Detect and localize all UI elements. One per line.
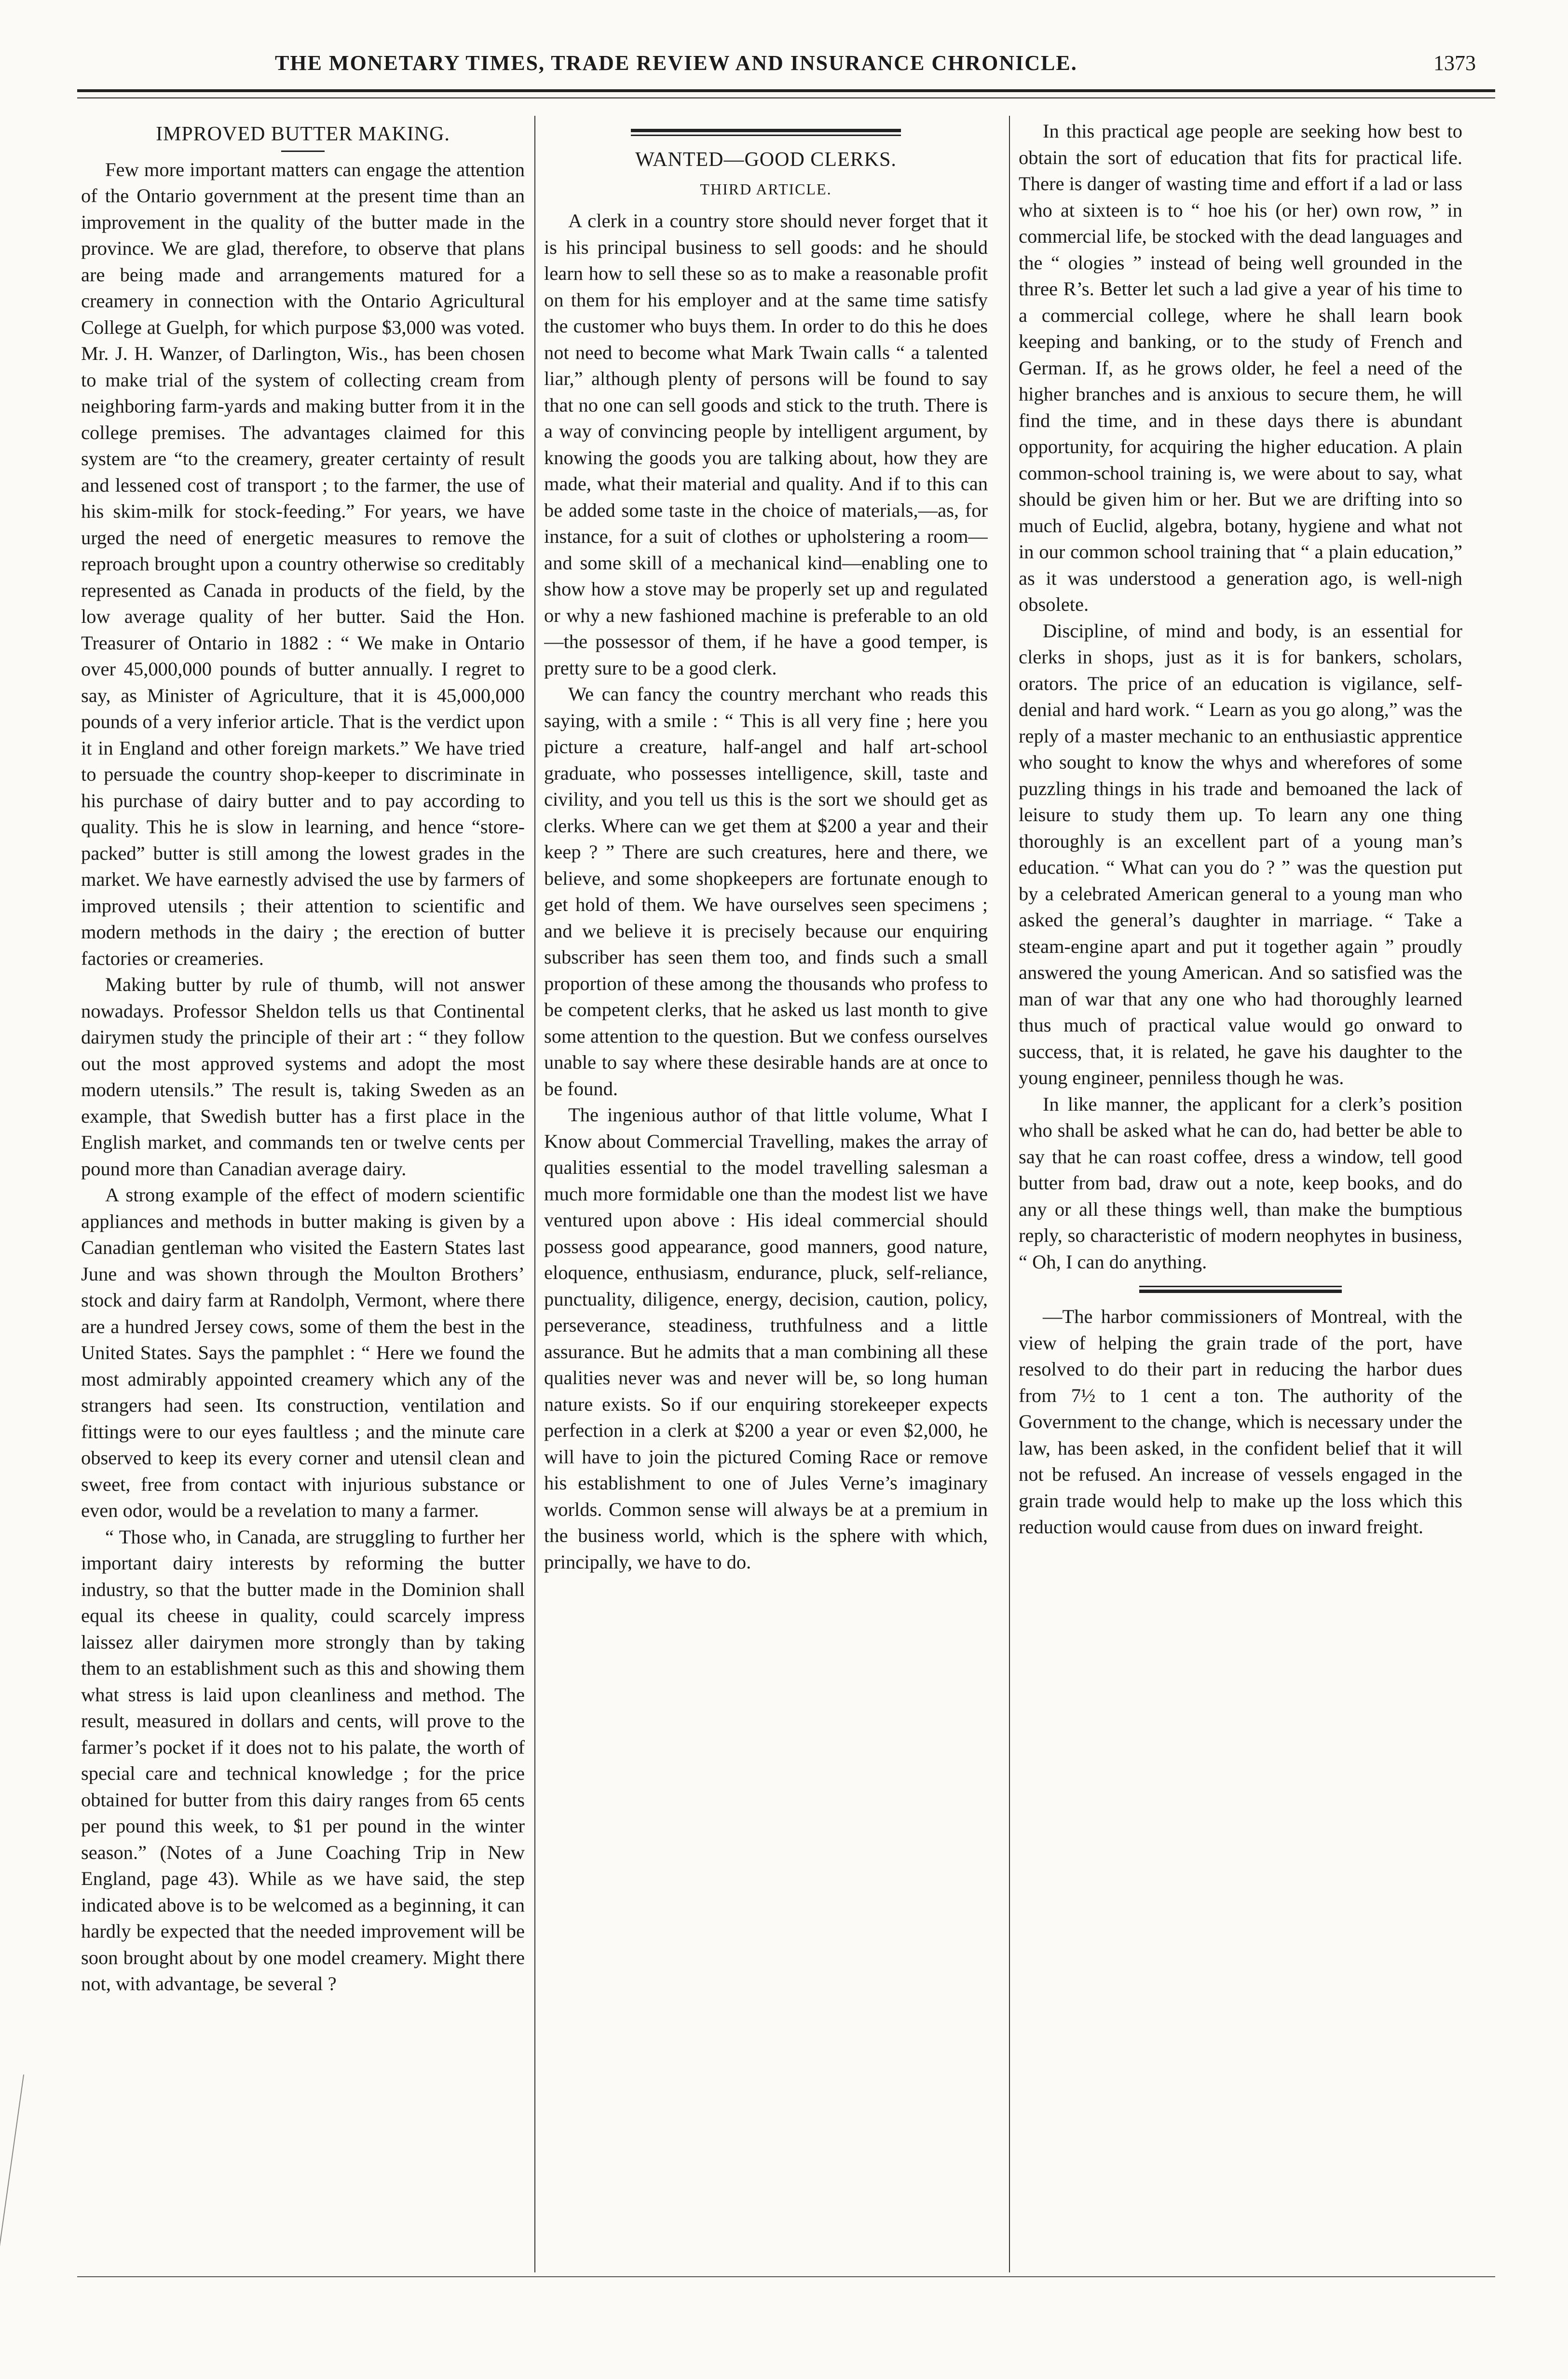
column-divider — [534, 116, 535, 2272]
column-divider — [1009, 116, 1010, 2272]
page-number: 1373 — [1433, 51, 1476, 75]
article-paragraph: In like manner, the applicant for a clerk’s position who shall be asked what he can do, had better be able to say that he can roast coffee, dress a window, tell good butter from bad, draw out a note, keep books, and do any or all these things well, than make the bumptious reply, so characteristic of modern neophytes in business, “ Oh, I can do anything. — [1019, 1093, 1462, 1273]
article-paragraph: A strong example of the effect of modern scientific appliances and methods in butter making is given by a Canadian gentleman who visited the Eastern States last June and was shown through the Moulton Brothers’ stock and dairy farm at Randolph, Vermont, where there are a hundred Jersey cows, some of them the best in the United States. Says the pamphlet : “ Here we found the most admirably appointed creamery which any of the strangers had seen. Its construction, ventilation and fittings were to our eyes faultless ; and the minute care observed to keep its every corner and utensil clean and sweet, free from contact with injurious substance or even odor, would be a revelation to many a farmer. — [81, 1184, 525, 1521]
publication-title: THE MONETARY TIMES, TRADE REVIEW AND INSURANCE CHRONICLE. — [275, 51, 1077, 75]
article-paragraph: In this practical age people are seeking how best to obtain the sort of education that fits for practical life. There is danger of wasting time and effort if a lad or lass who at sixteen is to “ hoe his (or her) own row, ” in commercial life, be stocked with the dead languages and the “ ologies ” instead of being well grounded in the three R’s. Better let such a lad give a year of his time to a commercial college, where he shall learn book keeping and banking, or to the study of French and German. If, as he grows older, he feel a need of the higher branches and is anxious to secure them, he will find the time, and in these days there is abundant opportunity, for acquiring the higher education. A plain common-school training is, we were about to say, what should be given him or her. But we are drifting into so much of Euclid, algebra, botany, hygiene and what not in our common school training that “ a plain education,” as it was understood a generation ago, is well-nigh obsolete. — [1019, 120, 1462, 615]
article-paragraph: We can fancy the country merchant who reads this saying, with a smile : “ This is all very fine ; here you picture a creature, half-angel and half art-school graduate, who possesses intelligence, skill, taste and civility, and you tell us this is the sort we should get as clerks. Where can we get them at $200 a year and their keep ? ” There are such creatures, here and there, we believe, and some shopkeepers are fortunate enough to get hold of them. We have ourselves seen specimens ; and we believe it is precisely because our enquiring subscriber has seen them too, and finds such a small proportion of these among the thousands who profess to be competent clerks, that he asked us last month to give some attention to the question. But we confess ourselves unable to say where these desirable hands are at once to be found. — [544, 683, 988, 1100]
article-paragraph: Discipline, of mind and body, is an essential for clerks in shops, just as it is for bankers, scholars, orators. The price of an education is vigilance, self-denial and hard work. “ Learn as you go along,” was the reply of a master mechanic to an enthusiastic apprentice who sought to know the whys and wherefores of some puzzling things in his trade and bemoaned the lack of leisure to study them up. To learn any one thing thoroughly is an excellent part of a young man’s education. “ What can you do ? ” was the question put by a celebrated American general to a young man who asked the general’s daughter in marriage. “ Take a steam-engine apart and put it together again ” proudly answered the young American. And so satisfied was the man of war that any one who had thoroughly learned thus much of practical value would go onward to success, that, it is related, he gave his daughter to the young engineer, penniless though he was. — [1019, 619, 1462, 1088]
article-paragraph: —The harbor commissioners of Montreal, with the view of helping the grain trade of the port, have resolved to do their part in reducing the harbor dues from 7½ to 1 cent a ton. The authority of the Government to the change, which is necessary under the law, has been asked, in the confident belief that it will not be refused. An increase of vessels engaged in the grain trade would help to make up the loss which this reduction would cause from dues on inward freight. — [1019, 1306, 1462, 1538]
article-paragraph: “ Those who, in Canada, are struggling to further her important dairy interests by reforming the butter industry, so that the butter made in the Dominion shall equal its cheese in quality, could scarcely impress laissez aller dairymen more strongly than by taking them to an establishment such as this and showing them what stress is laid upon cleanliness and method. The result, measured in dollars and cents, will prove to the farmer’s pocket if it does not to his palate, the worth of special care and technical knowledge ; for the price obtained for butter from this dairy ranges from 65 cents per pound this week, to $1 per pound in the winter season.” (Notes of a June Coaching Trip in New England, page 43). While as we have said, the step indicated above is to be welcomed as a beginning, it can hardly be expected that the needed improvement will be soon brought about by one model creamery. Might there not, with advantage, be several ? — [81, 1526, 525, 1994]
article-paragraph: Making butter by rule of thumb, will not answer nowadays. Professor Sheldon tells us that Continental dairymen study the principle of their art : “ they follow out the most approved systems and adopt the most modern utensils.” The result is, taking Sweden as an example, that Swedish butter has a first place in the English market, and commands ten or twelve cents per pound more than Canadian average dairy. — [81, 974, 525, 1180]
article-subhead: THIRD ARTICLE. — [700, 180, 832, 198]
header-rule-thin — [77, 97, 1495, 98]
page-header — [72, 51, 1495, 80]
footer-rule — [77, 2276, 1495, 2277]
headline-dash — [281, 151, 325, 152]
header-rule-thick — [77, 89, 1495, 92]
article-headline: WANTED—GOOD CLERKS. — [635, 149, 897, 171]
section-separator — [631, 129, 901, 136]
article-headline: IMPROVED BUTTER MAKING. — [156, 123, 450, 145]
binding-edge-mark — [0, 2075, 53, 2268]
column-2 — [544, 118, 988, 2270]
article-paragraph: The ingenious author of that little volume, What I Know about Commercial Travelling, makes the array of qualities essential to the model travelling salesman a much more formidable one than the modest list we have ventured upon above : His ideal commercial should possess good appearance, good manners, good nature, eloquence, enthusiasm, endurance, pluck, self-reliance, punctuality, diligence, energy, decision, caution, policy, perseverance, steadiness, truthfulness and a little assurance. But he admits that a man combining all these qualities never was and never will be, so long human nature exists. So if our enquiring storekeeper expects perfection in a clerk at $200 a year or even $2,000, he will have to join the pictured Coming Race or remove his establishment to one of Jules Verne’s imaginary worlds. Common sense will always be at a premium in the business world, which is the sphere with which, principally, we have to do. — [544, 1104, 988, 1573]
column-3 — [1019, 118, 1462, 2270]
section-separator — [1139, 1286, 1342, 1293]
article-paragraph: Few more important matters can engage the attention of the Ontario government at the present time than an improvement in the quality of the butter made in the province. We are glad, therefore, to observe that plans are being made and arrangements matured for a creamery in connection with the Ontario Agricultural College at Guelph, for which purpose $3,000 was voted. Mr. J. H. Wanzer, of Darlington, Wis., has been chosen to make trial of the system of collecting cream from neighboring farm-yards and making butter from it in the college premises. The advantages claimed for this system are “to the creamery, greater certainty of result and lessened cost of transport ; to the farmer, the use of his skim-milk for stock-feeding.” For years, we have urged the need of energetic measures to remove the reproach brought upon a country otherwise so creditably represented as Canada in products of the field, by the low average quality of her butter. Said the Hon. Treasurer of Ontario in 1882 : “ We make in Ontario over 45,000,000 pounds of butter annually. I regret to say, as Minister of Agriculture, that it is 45,000,000 pounds of a very inferior article. That is the verdict upon it in England and other foreign markets.” We have tried to persuade the country shop-keeper to discriminate in his purchase of dairy butter and to pay according to quality. This he is slow in learning, and hence “store-packed” butter is still among the lowest grades in the market. We have earnestly advised the use by farmers of improved utensils ; their attention to scientific and modern methods in the dairy ; the erection of butter factories or creameries. — [81, 158, 525, 969]
article-paragraph: A clerk in a country store should never forget that it is his principal business to sell goods: and he should learn how to sell these so as to make a reasonable profit on them for his employer and at the same time satisfy the customer who buys them. In order to do this he does not need to become what Mark Twain calls “ a talented liar,” although plenty of persons will be found to say that no one can sell goods and stick to the truth. There is a way of convincing people by intelligent argument, by knowing the goods you are talking about, how they are made, what their material and quality. And if to this can be added some taste in the choice of materials,—as, for instance, for a suit of clothes or upholstering a room—and some skill of a mechanical kind—enabling one to show how a stove may be properly set up and regulated or why a new fashioned machine is preferable to an old—the possessor of them, if he have a good temper, is pretty sure to be a good clerk. — [544, 210, 988, 679]
column-1 — [81, 118, 525, 2270]
